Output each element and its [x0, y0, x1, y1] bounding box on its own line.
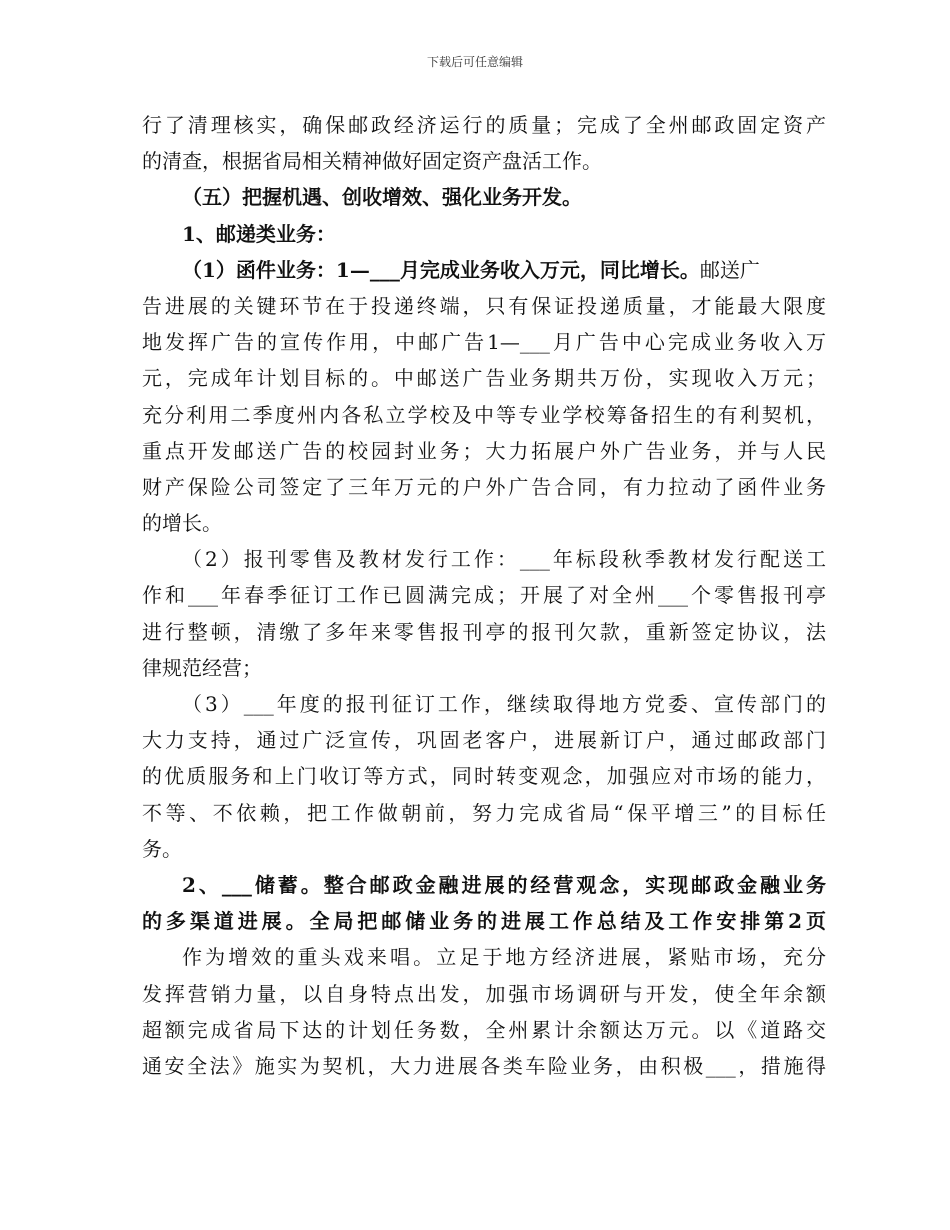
page-header: 下载后可任意编辑	[426, 55, 523, 69]
text-line: （2）报刊零售及教材发行工作：___年标段秋季教材发行配送工	[182, 547, 826, 572]
text-span: 邮送广	[699, 257, 760, 282]
text-line: 的优质服务和上门收订等方式，同时转变观念，加强应对市场的能力，	[142, 764, 826, 789]
bold-text-line: 2、___储蓄。整合邮政金融进展的经营观念，实现邮政金融业务	[182, 872, 826, 897]
text-line: 充分利用二季度州内各私立学校及中等专业学校筹备招生的有利契机，	[142, 402, 826, 427]
text-line: 超额完成省局下达的计划任务数，全州累计余额达万元。以《道路交	[142, 1017, 826, 1042]
text-line: 通安全法》施实为契机，大力进展各类车险业务，由积极___，措施得	[142, 1053, 826, 1078]
text-line: 地发挥广告的宣传作用，中邮广告1—___月广告中心完成业务收入万	[142, 330, 826, 355]
text-line: 律规范经营；	[142, 655, 262, 680]
text-line: 不等、不依赖，把工作做朝前，努力完成省局“保平增三”的目标任	[142, 800, 826, 825]
document-body	[142, 107, 826, 1084]
text-line: 的增长。	[142, 511, 222, 536]
text-line: 进行整顿，清缴了多年来零售报刊亭的报刊欠款，重新签定协议，法	[142, 619, 826, 644]
bold-text-line: 的多渠道进展。全局把邮储业务的进展工作总结及工作安排第2页	[142, 909, 826, 934]
text-line: 财产保险公司签定了三年万元的户外广告合同，有力拉动了函件业务	[142, 474, 826, 499]
text-line: 作为增效的重头戏来唱。立足于地方经济进展，紧贴市场，充分	[182, 945, 826, 970]
text-line: 的清查，根据省局相关精神做好固定资产盘活工作。	[142, 149, 602, 174]
section-heading: （五）把握机遇、创收增效、强化业务开发。	[182, 185, 582, 210]
text-line: 务。	[142, 836, 182, 861]
subsection-heading: 1、邮递类业务：	[182, 221, 336, 246]
text-line: 作和___年春季征订工作已圆满完成；开展了对全州___个零售报刊亭	[142, 583, 826, 608]
text-line: 行了清理核实，确保邮政经济运行的质量；完成了全州邮政固定资产	[142, 113, 826, 137]
text-line: 告进展的关键环节在于投递终端，只有保证投递质量，才能最大限度	[142, 293, 826, 318]
text-line: 重点开发邮送广告的校园封业务；大力拓展户外广告业务，并与人民	[142, 438, 826, 463]
text-line: （3）___年度的报刊征订工作，继续取得地方党委、宣传部门的	[182, 692, 826, 716]
text-line: 大力支持，通过广泛宣传，巩固老客户，进展新订户，通过邮政部门	[142, 728, 826, 753]
item-heading: （1）函件业务：1—___月完成业务收入万元，同比增长。	[182, 257, 700, 282]
text-line: 发挥营销力量，以自身特点出发，加强市场调研与开发，使全年余额	[142, 981, 826, 1006]
text-line: 元，完成年计划目标的。中邮送广告业务期共万份，实现收入万元；	[142, 366, 826, 391]
text-line	[142, 252, 826, 288]
